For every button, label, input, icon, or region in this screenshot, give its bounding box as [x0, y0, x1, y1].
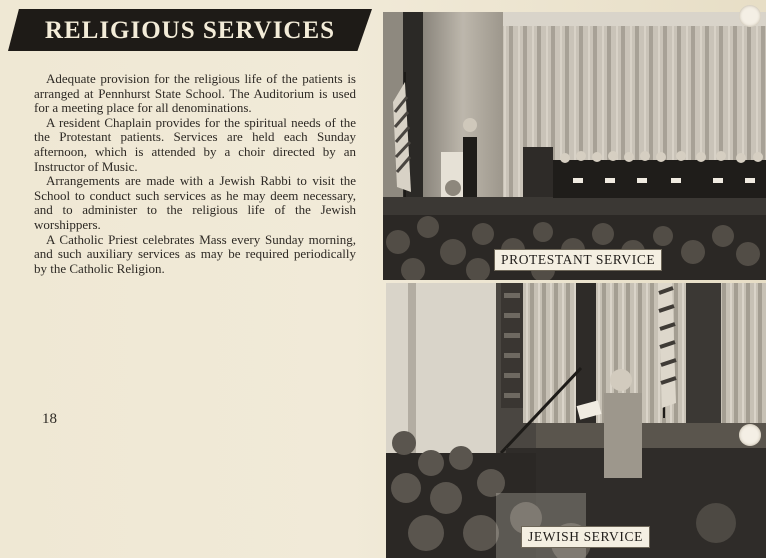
jewish-photo-illustration — [386, 283, 766, 558]
binder-hole-bottom — [739, 424, 761, 446]
page-number: 18 — [42, 411, 57, 427]
binder-hole-top — [739, 5, 761, 27]
paragraph-protestant: A resident Chaplain provides for the spiritual needs of the the Protestant patients. Services are held each Sunday afternoon, which is attended by a choir directed by an Instructor of Music. — [34, 114, 356, 174]
protestant-service-caption: PROTESTANT SERVICE — [494, 249, 662, 271]
jewish-service-caption: JEWISH SERVICE — [521, 526, 650, 548]
paragraph-intro: Adequate provision for the religious life of the patients is arranged at Pennhurst State School. The Auditorium is used for a meeting place for all denominations. — [34, 71, 356, 116]
paragraph-jewish: Arrangements are made with a Jewish Rabbi to visit the School to conduct such services as he may deem necessary, and to administer to the religious life of the Jewish worshippers. — [34, 173, 356, 232]
page-heading: RELIGIOUS SERVICES — [44, 17, 336, 44]
protestant-photo-illustration — [383, 12, 766, 280]
jewish-service-photo — [386, 283, 766, 558]
paragraph-catholic: A Catholic Priest celebrates Mass every Sunday morning, and such auxiliary services as may be required periodically by the Catholic Religion. — [34, 231, 356, 276]
article-body — [34, 72, 356, 276]
protestant-service-photo — [383, 12, 766, 280]
